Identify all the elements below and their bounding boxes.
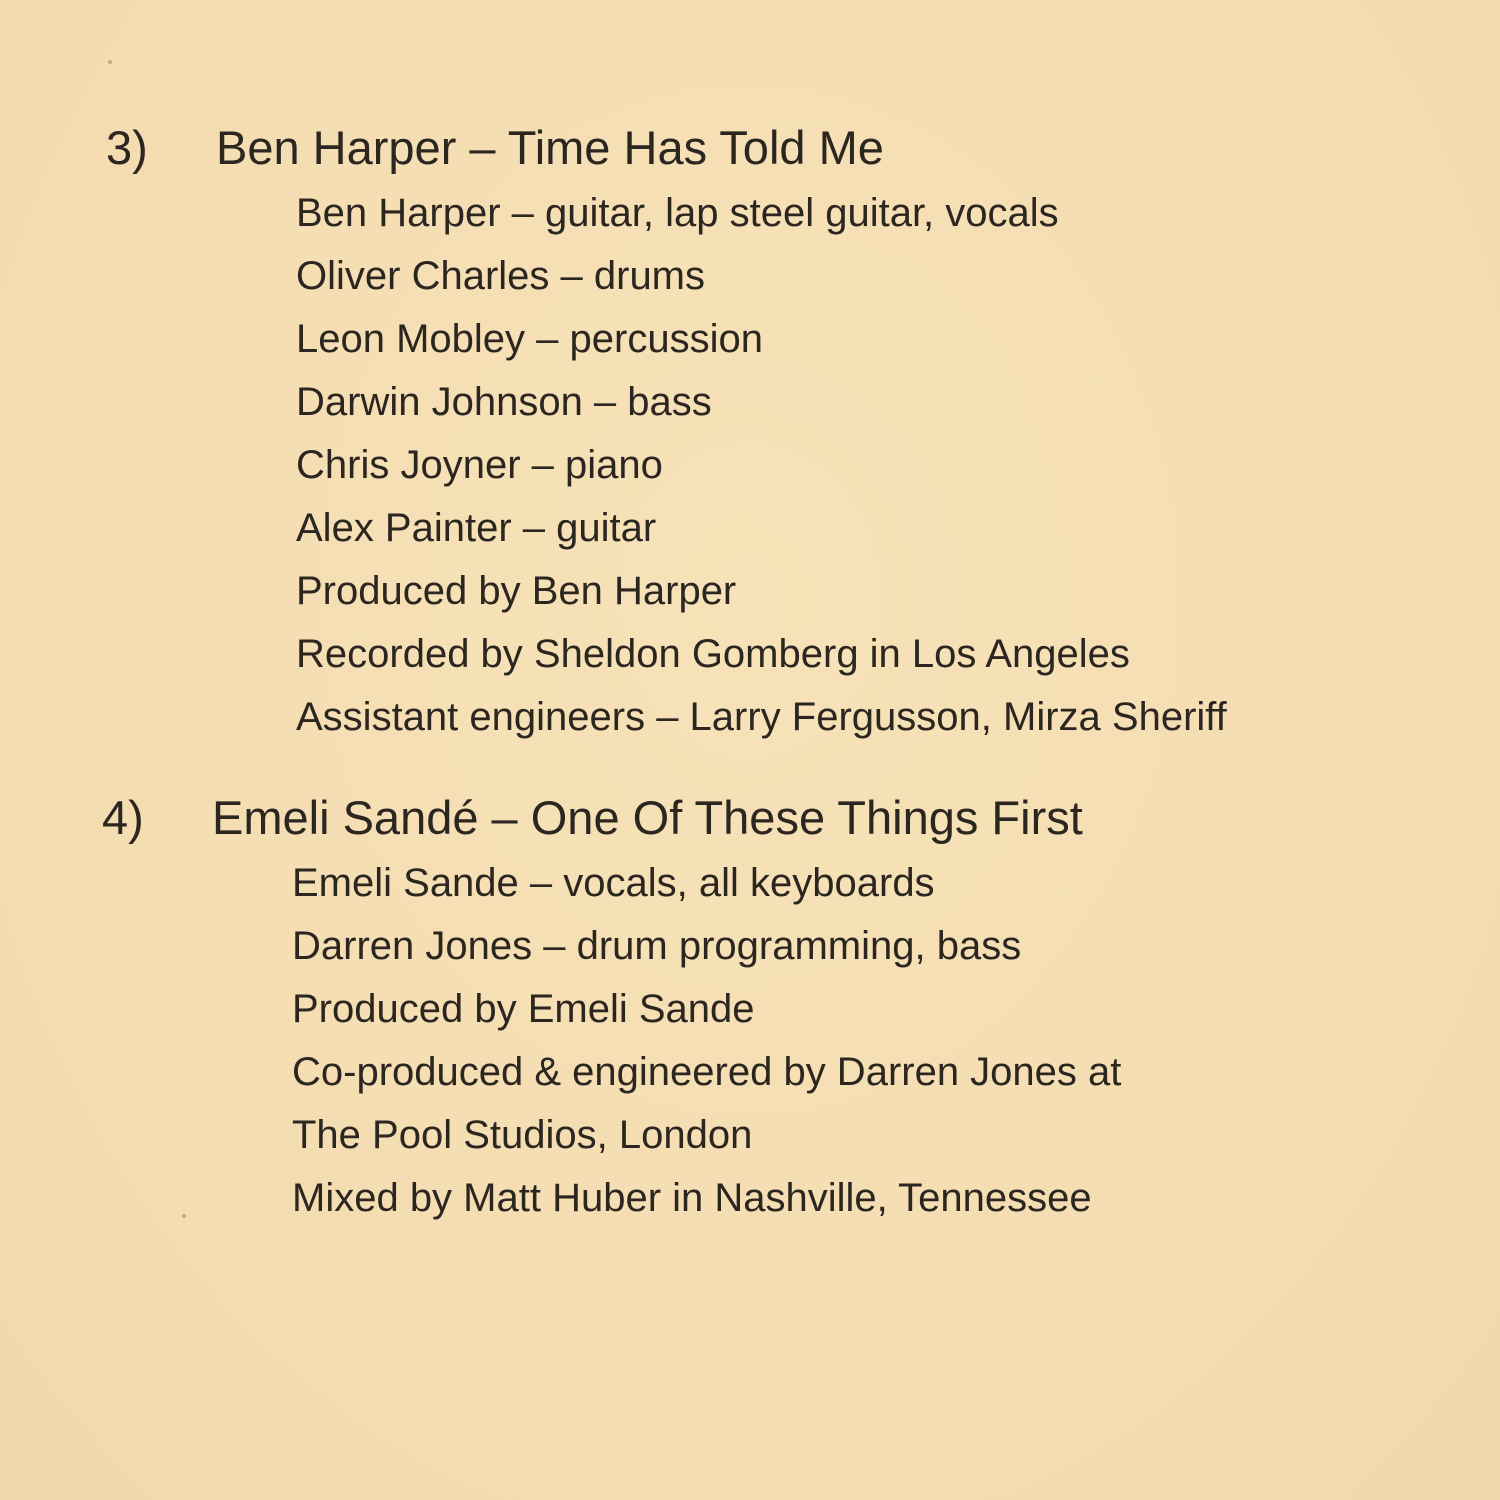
credit-line: Produced by Ben Harper — [296, 569, 737, 613]
credit-line: Recorded by Sheldon Gomberg in Los Angeles — [296, 632, 1130, 676]
track-heading — [106, 118, 1227, 178]
track-title: Ben Harper – Time Has Told Me — [216, 121, 884, 174]
credit-line: Ben Harper – guitar, lap steel guitar, vocals — [296, 191, 1059, 235]
credit-line: Chris Joyner – piano — [296, 443, 663, 487]
credit-line: Emeli Sande – vocals, all keyboards — [292, 861, 935, 905]
credit-line: Darren Jones – drum programming, bass — [292, 924, 1022, 968]
credit-line: Oliver Charles – drums — [296, 254, 706, 298]
credit-line: Alex Painter – guitar — [296, 506, 657, 550]
track-number: 4) — [102, 791, 144, 844]
track-number: 3) — [106, 121, 148, 174]
credits-list — [292, 852, 1121, 1230]
credit-line: Co-produced & engineered by Darren Jones at — [292, 1050, 1122, 1094]
paper-speck — [108, 60, 112, 64]
credits-list — [296, 182, 1227, 749]
track-3-section — [106, 118, 1227, 749]
track-title: Emeli Sandé – One Of These Things First — [212, 791, 1083, 844]
credit-line: The Pool Studios, London — [292, 1113, 753, 1157]
credit-line: Mixed by Matt Huber in Nashville, Tennessee — [292, 1176, 1092, 1220]
credit-line: Produced by Emeli Sande — [292, 987, 755, 1031]
credit-line: Leon Mobley – percussion — [296, 317, 763, 361]
credit-line: Assistant engineers – Larry Fergusson, Mirza Sheriff — [296, 695, 1227, 739]
track-heading — [102, 788, 1121, 848]
track-4-section — [102, 788, 1121, 1230]
credit-line: Darwin Johnson – bass — [296, 380, 712, 424]
